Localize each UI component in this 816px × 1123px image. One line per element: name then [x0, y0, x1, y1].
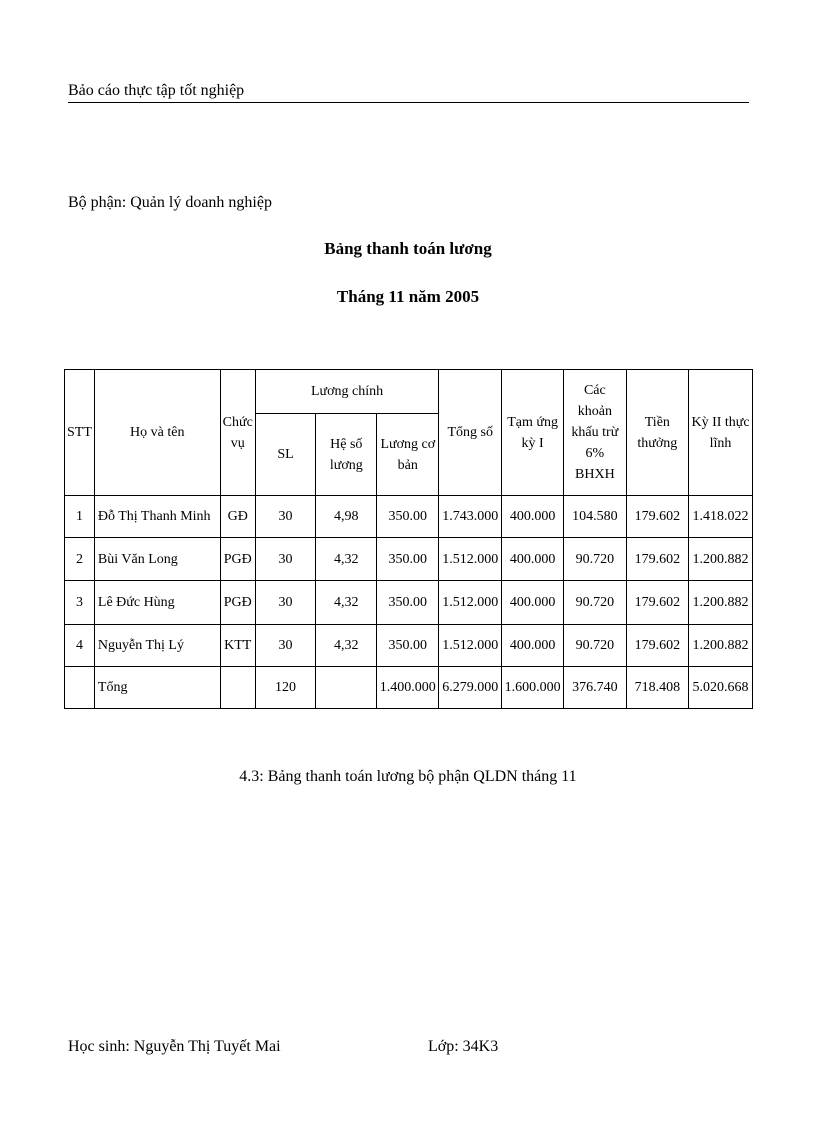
table-title: Bảng thanh toán lương [324, 239, 492, 258]
header-deduction: Các khoản khấu trừ 6% BHXH [564, 370, 626, 496]
document-header: Bảo cáo thực tập tốt nghiệp [68, 82, 749, 103]
cell-deduction: 104.580 [564, 496, 626, 538]
cell-deduction: 90.720 [564, 581, 626, 625]
cell-sl: 30 [255, 581, 316, 625]
department-label: Bộ phận: Quản lý doanh nghiệp [68, 194, 272, 211]
cell-total: 1.512.000 [439, 538, 502, 581]
header-coef: Hệ số lương [316, 414, 377, 496]
cell-bonus: 179.602 [626, 625, 688, 667]
header-position: Chức vụ [220, 370, 255, 496]
cell-name: Bùi Văn Long [94, 538, 220, 581]
header-bonus: Tiền thưởng [626, 370, 688, 496]
cell-advance: 400.000 [502, 625, 564, 667]
cell-net: 1.200.882 [689, 538, 753, 581]
cell-net: 1.200.882 [689, 581, 753, 625]
header-main-salary: Lương chính [255, 370, 438, 414]
cell-advance: 400.000 [502, 581, 564, 625]
cell-advance: 400.000 [502, 538, 564, 581]
cell-bonus: 179.602 [626, 496, 688, 538]
cell-position: KTT [220, 625, 255, 667]
total-base: 1.400.000 [377, 667, 439, 709]
footer-class: Lớp: 34K3 [428, 1038, 499, 1055]
total-label: Tổng [94, 667, 220, 709]
footer-student: Học sinh: Nguyễn Thị Tuyết Mai [68, 1038, 281, 1055]
cell-coef: 4,32 [316, 625, 377, 667]
cell-coef: 4,32 [316, 581, 377, 625]
cell-coef: 4,32 [316, 538, 377, 581]
cell-stt: 2 [65, 538, 95, 581]
cell-base: 350.00 [377, 581, 439, 625]
header-total: Tổng số [439, 370, 502, 496]
cell-advance: 400.000 [502, 496, 564, 538]
header-net: Kỳ II thực lĩnh [689, 370, 753, 496]
cell-total: 1.512.000 [439, 581, 502, 625]
cell-bonus: 179.602 [626, 581, 688, 625]
payroll-table [64, 369, 753, 709]
table-subtitle: Tháng 11 năm 2005 [336, 287, 480, 306]
cell-position-empty [220, 667, 255, 709]
table-row [65, 625, 753, 667]
cell-name: Đỗ Thị Thanh Minh [94, 496, 220, 538]
cell-base: 350.00 [377, 538, 439, 581]
header-stt: STT [65, 370, 95, 496]
cell-position: PGĐ [220, 538, 255, 581]
cell-name: Lê Đức Hùng [94, 581, 220, 625]
total-advance: 1.600.000 [502, 667, 564, 709]
header-name: Họ và tên [94, 370, 220, 496]
cell-sl: 30 [255, 496, 316, 538]
cell-total: 1.743.000 [439, 496, 502, 538]
cell-deduction: 90.720 [564, 625, 626, 667]
cell-sl: 30 [255, 538, 316, 581]
total-sl: 120 [255, 667, 316, 709]
table-row [65, 496, 753, 538]
total-total: 6.279.000 [439, 667, 502, 709]
cell-total: 1.512.000 [439, 625, 502, 667]
cell-stt: 1 [65, 496, 95, 538]
cell-stt: 3 [65, 581, 95, 625]
cell-name: Nguyễn Thị Lý [94, 625, 220, 667]
cell-deduction: 90.720 [564, 538, 626, 581]
header-sl: SL [255, 414, 316, 496]
total-net: 5.020.668 [689, 667, 753, 709]
cell-position: GĐ [220, 496, 255, 538]
cell-bonus: 179.602 [626, 538, 688, 581]
table-caption: 4.3: Bảng thanh toán lương bộ phận QLDN tháng 11 [239, 768, 577, 785]
cell-stt: 4 [65, 625, 95, 667]
header-base: Lương cơ bản [377, 414, 439, 496]
table-row [65, 581, 753, 625]
cell-coef: 4,98 [316, 496, 377, 538]
cell-base: 350.00 [377, 496, 439, 538]
cell-sl: 30 [255, 625, 316, 667]
cell-net: 1.418.022 [689, 496, 753, 538]
table-total-row [65, 667, 753, 709]
cell-stt-empty [65, 667, 95, 709]
cell-coef-empty [316, 667, 377, 709]
cell-net: 1.200.882 [689, 625, 753, 667]
total-bonus: 718.408 [626, 667, 688, 709]
table-row [65, 538, 753, 581]
cell-base: 350.00 [377, 625, 439, 667]
cell-position: PGĐ [220, 581, 255, 625]
header-advance: Tạm ứng kỳ I [502, 370, 564, 496]
total-deduction: 376.740 [564, 667, 626, 709]
